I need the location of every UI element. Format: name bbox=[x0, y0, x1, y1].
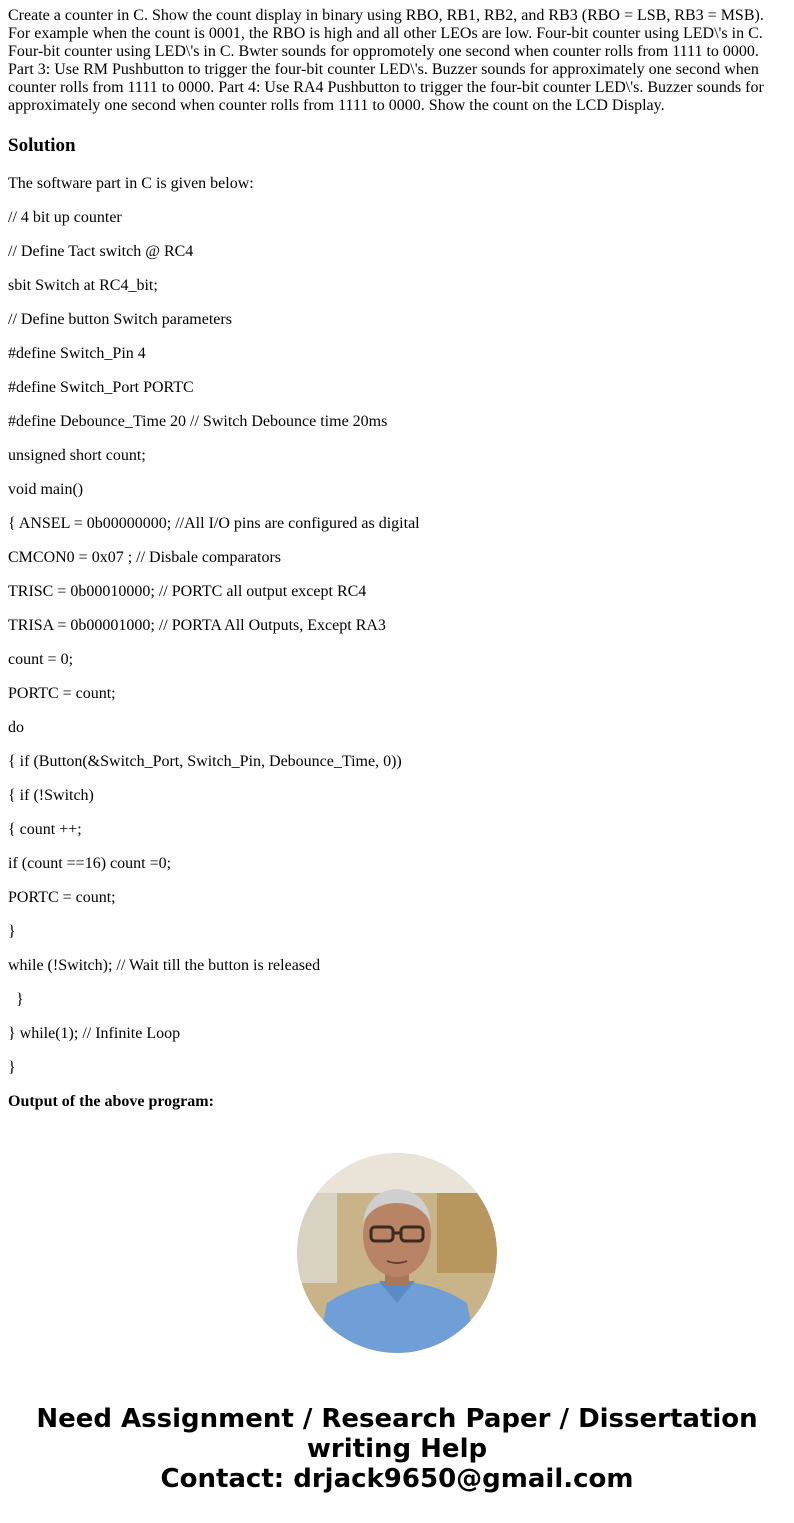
code-line: unsigned short count; bbox=[8, 447, 146, 464]
solution-intro: The software part in C is given below: bbox=[8, 175, 254, 192]
footer-line-2: writing Help bbox=[306, 1434, 488, 1464]
code-line: { if (!Switch) bbox=[8, 787, 94, 804]
code-line: count = 0; bbox=[8, 651, 74, 668]
code-line: { if (Button(&Switch_Port, Switch_Pin, Debounce_Time, 0)) bbox=[8, 753, 402, 770]
code-line: PORTC = count; bbox=[8, 685, 116, 702]
code-line: // 4 bit up counter bbox=[8, 209, 122, 226]
footer-line-1: Need Assignment / Research Paper / Dissertation bbox=[36, 1404, 758, 1434]
code-line: } bbox=[8, 923, 16, 940]
footer-banner bbox=[0, 1404, 794, 1494]
question-text: Create a counter in C. Show the count display in binary using RBO, RB1, RB2, and RB3 (RBO = LSB, RB3 = MSB). For example when the count is 0001, the RBO is high and all other LEOs are low. Four-bit counter using LED\'s in C. Four-bit counter using LED\'s in C. Bwter sounds for oppromotely one second when counter rolls from 1111 to 0000. Part 3: Use RM Pushbutton to trigger the four-bit counter LED\'s. Buzzer sounds for approximately one second when counter rolls from 1111 to 0000. Part 4: Use RA4 Pushbutton to trigger the four-bit counter LED\'s. Buzzer sounds for approximately one second when counter rolls from 1111 to 0000. Show the count on the LCD Display. bbox=[8, 7, 764, 114]
code-line: if (count ==16) count =0; bbox=[8, 855, 172, 872]
code-line: PORTC = count; bbox=[8, 889, 116, 906]
code-line: // Define button Switch parameters bbox=[8, 311, 232, 328]
code-line: // Define Tact switch @ RC4 bbox=[8, 243, 194, 260]
code-line: void main() bbox=[8, 481, 84, 498]
code-line: TRISA = 0b00001000; // PORTA All Outputs, Except RA3 bbox=[8, 617, 386, 634]
code-line: #define Switch_Port PORTC bbox=[8, 379, 194, 396]
code-line: #define Switch_Pin 4 bbox=[8, 345, 146, 362]
code-line: } bbox=[8, 991, 24, 1008]
code-line: } bbox=[8, 1059, 16, 1076]
solution-heading: Solution bbox=[8, 135, 76, 156]
code-line: do bbox=[8, 719, 24, 736]
code-line: CMCON0 = 0x07 ; // Disbale comparators bbox=[8, 549, 281, 566]
code-line: { ANSEL = 0b00000000; //All I/O pins are configured as digital bbox=[8, 515, 420, 532]
code-line: sbit Switch at RC4_bit; bbox=[8, 277, 158, 294]
code-line: TRISC = 0b00010000; // PORTC all output except RC4 bbox=[8, 583, 367, 600]
code-line: while (!Switch); // Wait till the button is released bbox=[8, 957, 321, 974]
author-avatar bbox=[297, 1153, 497, 1353]
code-line: } while(1); // Infinite Loop bbox=[8, 1025, 181, 1042]
code-line: #define Debounce_Time 20 // Switch Debounce time 20ms bbox=[8, 413, 388, 430]
footer-line-3: Contact: drjack9650@gmail.com bbox=[160, 1464, 634, 1494]
code-line: { count ++; bbox=[8, 821, 82, 838]
output-label: Output of the above program: bbox=[8, 1093, 214, 1110]
